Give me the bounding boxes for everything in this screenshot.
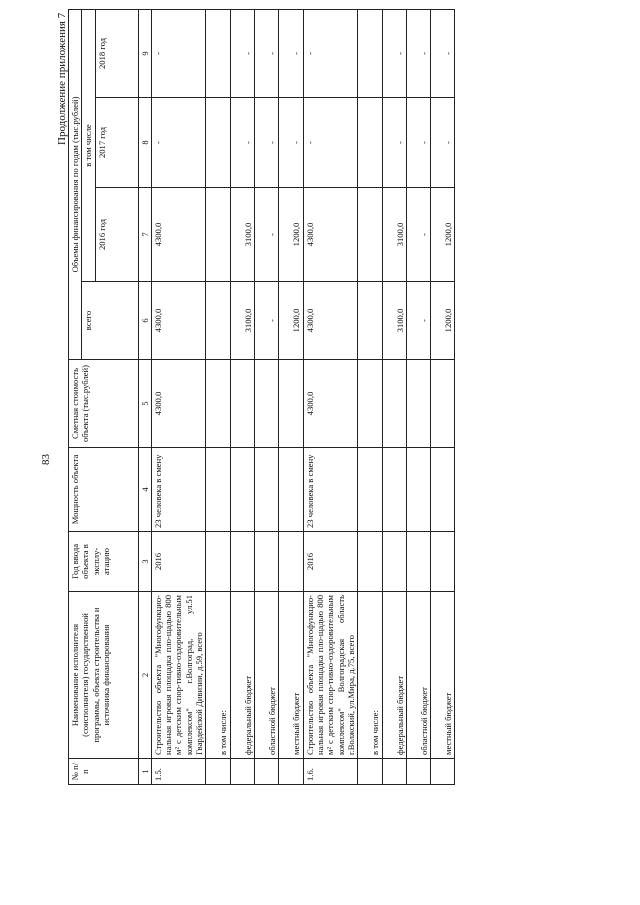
col-number: 7: [138, 188, 151, 282]
value-2018: -: [382, 9, 406, 97]
col-number: 5: [138, 360, 151, 448]
value-2016: -: [406, 188, 430, 282]
value-2018: -: [230, 9, 254, 97]
header-including: в том числе: [82, 9, 95, 281]
table-row: [279, 9, 303, 784]
budget-name: федеральный бюджет: [230, 592, 254, 759]
table-row: [358, 9, 382, 784]
table-row: [303, 9, 358, 784]
value-2017: -: [151, 98, 206, 188]
value-2017: -: [382, 98, 406, 188]
header-total: всего: [82, 282, 138, 360]
page-number: 83: [40, 454, 52, 465]
total-value: 3100,0: [230, 282, 254, 360]
row-number: 1.5.: [151, 759, 206, 785]
column-numbers-row: [138, 9, 151, 784]
continuation-title: Продолжение приложения 7: [56, 12, 68, 145]
including-label: в том числе:: [358, 592, 382, 759]
table-row: [230, 9, 254, 784]
table-row: [255, 9, 279, 784]
value-2016: 3100,0: [382, 188, 406, 282]
budget-name: местный бюджет: [279, 592, 303, 759]
total-value: 1200,0: [431, 282, 455, 360]
total-value: 1200,0: [279, 282, 303, 360]
budget-name: областной бюджет: [406, 592, 430, 759]
capacity: 23 человека в смену: [151, 448, 206, 532]
row-number: 1.6.: [303, 759, 358, 785]
total-value: -: [255, 282, 279, 360]
value-2017: -: [303, 98, 358, 188]
value-2017: -: [431, 98, 455, 188]
header-row-1: [69, 9, 82, 784]
estimated-cost: 4300,0: [303, 360, 358, 448]
col-number: 2: [138, 592, 151, 759]
total-value: 4300,0: [303, 282, 358, 360]
total-value: -: [406, 282, 430, 360]
header-financing: Объемы финансирования по годам (тыс.рублей): [69, 9, 82, 359]
value-2017: -: [406, 98, 430, 188]
header-year: Год ввода объекта в эксплу-атацию: [69, 532, 139, 592]
table-row: [431, 9, 455, 784]
value-2016: 3100,0: [230, 188, 254, 282]
header-cost: Сметная стоимость объекта (тыс.рублей): [69, 360, 139, 448]
value-2018: -: [303, 9, 358, 97]
object-name: Строительство объекта "Многофункцио-нальная игровая площадка пло-щадью 800 м² с детским спор-тивно-оздоровительным комплексом" г.Волгоград, ул.51 Гвардейской Дивизии, д.59, всего: [151, 592, 206, 759]
total-value: 4300,0: [151, 282, 206, 360]
table-row: [406, 9, 430, 784]
capacity: 23 человека в смену: [303, 448, 358, 532]
commission-year: 2016: [151, 532, 206, 592]
object-name: Строительство объекта "Многофункцио-нальная игровая площадка пло-щадью 800 м² с детским спор-тивно-оздоровительным комплексом" Волгоградская область г.Волжский, ул.Мира, д.75, всего: [303, 592, 358, 759]
value-2018: -: [406, 9, 430, 97]
budget-name: федеральный бюджет: [382, 592, 406, 759]
value-2017: -: [230, 98, 254, 188]
value-2016: 4300,0: [303, 188, 358, 282]
value-2018: -: [255, 9, 279, 97]
value-2018: -: [151, 9, 206, 97]
commission-year: 2016: [303, 532, 358, 592]
table-row: [382, 9, 406, 784]
budget-name: областной бюджет: [255, 592, 279, 759]
value-2016: 1200,0: [431, 188, 455, 282]
table-row: [206, 9, 230, 784]
header-2018: 2018 год: [95, 9, 138, 97]
table-row: [151, 9, 206, 784]
value-2017: -: [279, 98, 303, 188]
header-2017: 2017 год: [95, 98, 138, 188]
financing-table: [68, 9, 455, 785]
col-number: 3: [138, 532, 151, 592]
value-2018: -: [279, 9, 303, 97]
including-label: в том числе:: [206, 592, 230, 759]
budget-name: местный бюджет: [431, 592, 455, 759]
col-number: 1: [138, 759, 151, 785]
col-number: 6: [138, 282, 151, 360]
estimated-cost: 4300,0: [151, 360, 206, 448]
col-number: 4: [138, 448, 151, 532]
col-number: 8: [138, 98, 151, 188]
header-name: Наименование исполнителя (соисполнителя) государственной программы, объекта строительства и источника финансирования: [69, 592, 139, 759]
value-2016: 4300,0: [151, 188, 206, 282]
value-2016: -: [255, 188, 279, 282]
header-num: № п/п: [69, 759, 139, 785]
value-2018: -: [431, 9, 455, 97]
header-2016: 2016 год: [95, 188, 138, 282]
total-value: 3100,0: [382, 282, 406, 360]
header-capacity: Мощность объекта: [69, 448, 139, 532]
col-number: 9: [138, 9, 151, 97]
value-2017: -: [255, 98, 279, 188]
value-2016: 1200,0: [279, 188, 303, 282]
